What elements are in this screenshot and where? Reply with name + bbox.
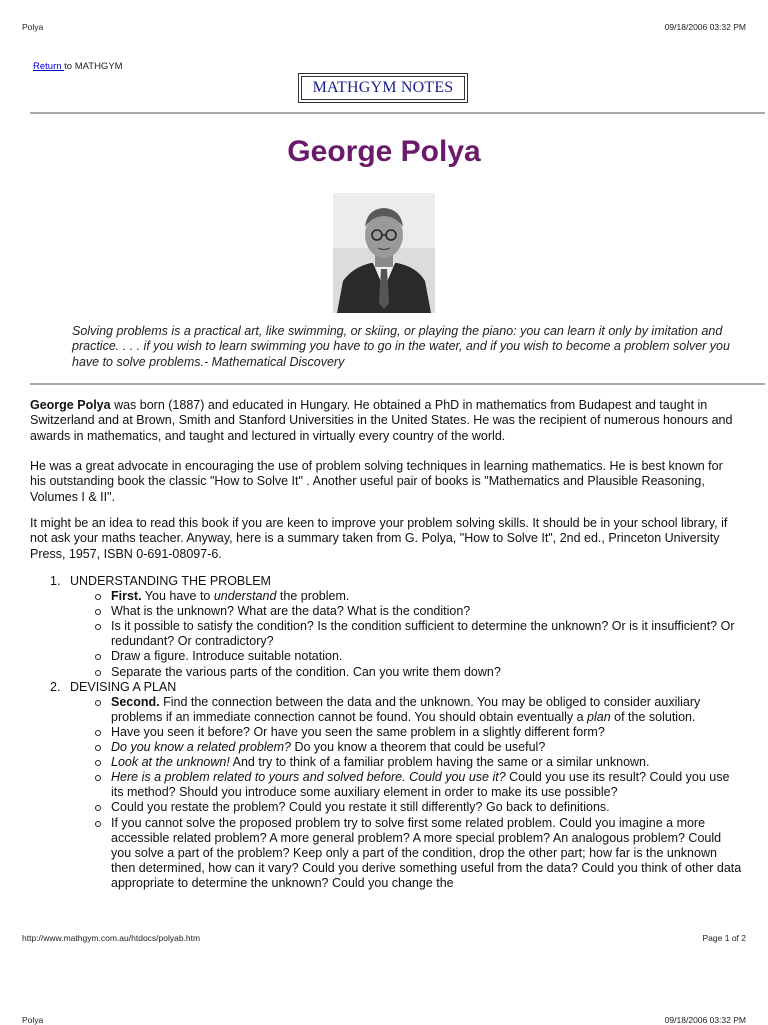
list-item-text: Find the connection between the data and the unknown. You may be obliged to consider auxiliary problems if an immediate connection cannot be found. You should obtain eventually a (111, 694, 701, 724)
list-item (30, 800, 742, 815)
return-nav (33, 61, 123, 72)
bullet-icon (95, 821, 101, 827)
step-item (30, 680, 742, 695)
bullet-icon (95, 670, 101, 676)
bullet-icon (95, 609, 101, 615)
list-item-text: What is the unknown? What are the data? What is the condition? (111, 604, 471, 619)
top-divider (30, 112, 765, 114)
portrait-photo (333, 193, 435, 313)
list-item-text: Draw a figure. Introduce suitable notation. (111, 649, 343, 664)
list-item (30, 816, 742, 891)
list-item (30, 665, 742, 680)
step-title: DEVISING A PLAN (70, 679, 177, 694)
print-footer-title: Polya (22, 1015, 44, 1025)
list-item (30, 619, 742, 649)
list-item (30, 649, 742, 664)
list-item-text: Have you seen it before? Or have you seen the same problem in a slightly different form? (111, 724, 605, 739)
list-item-bold: Second. (111, 694, 160, 709)
step-number: 1. (50, 574, 61, 588)
bullet-icon (95, 654, 101, 660)
list-item (30, 589, 742, 604)
bullet-icon (95, 805, 101, 811)
logo-text: MATHGYM NOTES (301, 76, 465, 100)
bio-paragraph-1-text: was born (1887) and educated in Hungary. He obtained a PhD in mathematics from Budapest and taught in Switzerland and at Brown, Smith and Stanford Universities in the United States. He was the recipient of numerous honours and awards in mathematics, and taught and lectured in virtually every country of the world. (30, 398, 733, 443)
list-item (30, 770, 742, 800)
bullet-icon (95, 760, 101, 766)
list-item (30, 755, 742, 770)
bio-paragraph-1 (30, 398, 742, 444)
step-number: 2. (50, 679, 61, 694)
list-item-text: Separate the various parts of the condition. Can you write them down? (111, 664, 501, 679)
bio-name: George Polya (30, 398, 111, 412)
list-item-text: the problem. (276, 589, 350, 604)
list-item-text: Is it possible to satisfy the condition? Is the condition sufficient to determine the unknown? Or is it insufficient? Or redundant? Or contradictory? (111, 619, 735, 649)
print-header-title: Polya (22, 22, 44, 32)
list-item (30, 740, 742, 755)
mathgym-notes-logo[interactable] (298, 73, 468, 103)
list-item (30, 695, 742, 725)
list-item-emphasis: Here is a problem related to yours and solved before. Could you use it? (111, 770, 506, 785)
step-title: UNDERSTANDING THE PROBLEM (70, 574, 271, 588)
list-item-text: If you cannot solve the proposed problem try to solve first some related problem. Could you imagine a more accessible related problem? A more general problem? A more special problem? An analogous problem? Could you solve a part of the problem? Keep only a part of the condition, drop the other part; how far is the unknown then determined, how can it vary? Could you derive something useful from the data? Could you think of other data appropriate to determine the unknown? Could you change the (111, 815, 742, 890)
list-item-emphasis: plan (587, 709, 611, 724)
list-item-text: Do you know a theorem that could be useful? (290, 740, 546, 755)
mid-divider (30, 383, 765, 385)
return-nav-text: to MATHGYM (64, 61, 123, 72)
print-header-datetime: 09/18/2006 03:32 PM (664, 22, 746, 32)
epigraph-quote: Solving problems is a practical art, like swimming, or skiing, or playing the piano: you can learn it only by imitation and practice. . . . if you wish to learn swimming you have to go in the water, and if you wish to become a problem solver you have to solve problems.- Mathematical Discovery (72, 324, 730, 369)
print-footer-url: http://www.mathgym.com.au/htdocs/polyab.htm (22, 933, 201, 943)
bio-paragraph-3: It might be an idea to read this book if you are keen to improve your problem solving skills. It should be in your school library, if not ask your maths teacher. Anyway, here is a summary taken from G. Polya, "How to Solve It", 2nd ed., Princeton University Press, 1957, ISBN 0-691-08097-6. (30, 516, 728, 561)
bullet-icon (95, 700, 101, 706)
bullet-icon (95, 730, 101, 736)
list-item (30, 604, 742, 619)
list-item-text: Could you use its result? Could you use its method? Should you introduce some auxiliary element in order to make its use possible? (111, 770, 730, 800)
list-item-text: And try to think of a familiar problem having the same or a similar unknown. (229, 755, 650, 770)
bullet-icon (95, 745, 101, 751)
bio-paragraph-2: He was a great advocate in encouraging the use of problem solving techniques in learning mathematics. He is best known for his outstanding book the classic "How to Solve It" . Another useful pair of books is "Mathematics and Plausible Reasoning, Volumes I & II". (30, 459, 723, 504)
list-item-text: You have to (141, 589, 214, 604)
steps-list (30, 574, 742, 891)
return-link[interactable]: Return (33, 61, 65, 72)
portrait-image (333, 193, 435, 313)
bullet-icon (95, 594, 101, 600)
list-item (30, 725, 742, 740)
list-item-text: of the solution. (610, 709, 696, 724)
step-item (30, 574, 742, 589)
page-title: George Polya (287, 135, 481, 168)
bullet-icon (95, 775, 101, 781)
print-footer-datetime: 09/18/2006 03:32 PM (664, 1015, 746, 1025)
list-item-emphasis: Look at the unknown! (111, 755, 230, 770)
list-item-bold: First. (111, 589, 142, 604)
list-item-text: Could you restate the problem? Could you restate it still differently? Go back to definitions. (111, 800, 610, 815)
list-item-emphasis: Do you know a related problem? (111, 740, 291, 755)
print-footer-page: Page 1 of 2 (702, 933, 746, 943)
bullet-icon (95, 624, 101, 630)
list-item-emphasis: understand (213, 589, 277, 604)
